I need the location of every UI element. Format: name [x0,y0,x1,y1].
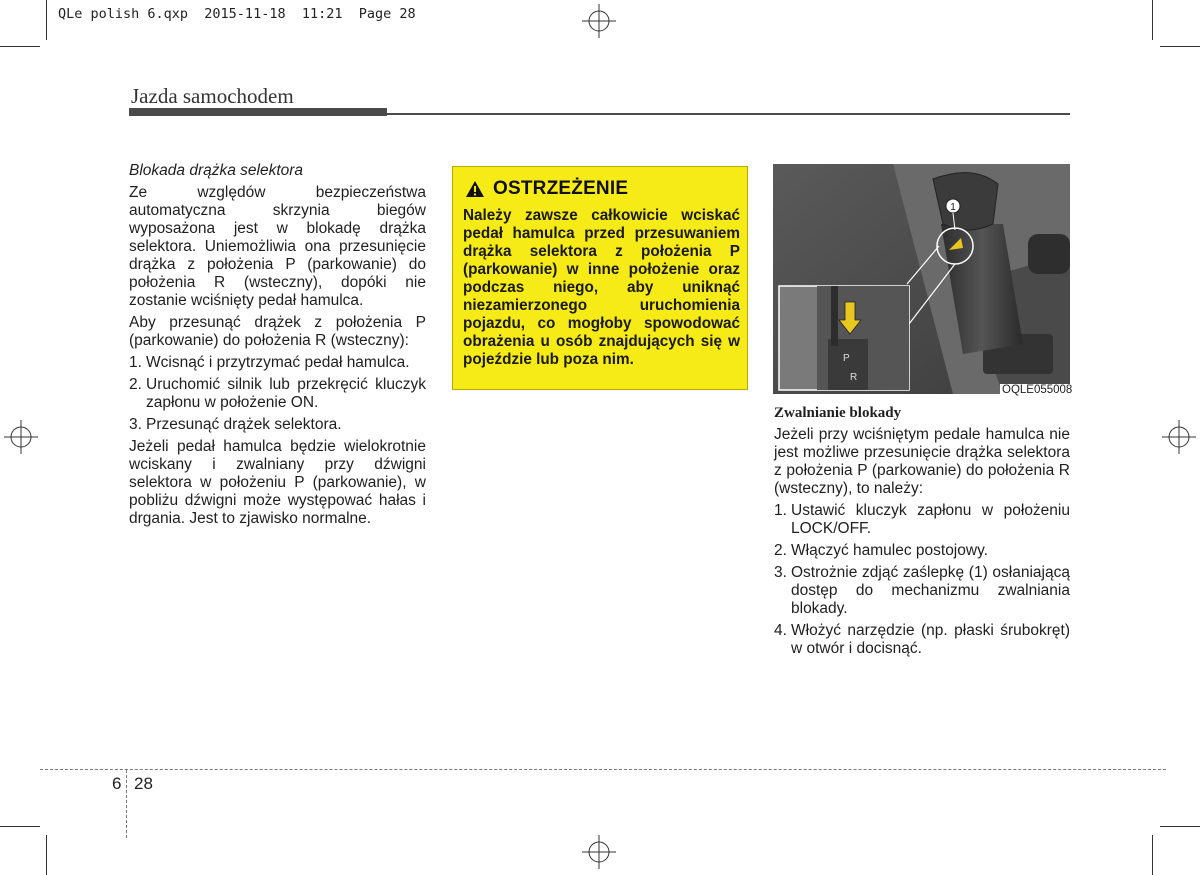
list-item-text: Wcisnąć i przytrzymać pedał hamulca. [146,354,410,371]
footer-rule [40,769,1166,770]
column-1 [129,162,426,532]
page-number [112,774,153,794]
list-item-number: 4. [774,622,787,639]
list-item-number: 3. [774,564,787,581]
list-item [774,502,1070,538]
paragraph: Jeżeli pedał hamulca będzie wielokrotnie wciskany i zwalniany przy dźwigni selektora w położeniu P (parkowanie), w pobliżu dźwigni może występować hałas i drgania. Jest to zjawisko normalne. [129,438,426,527]
paragraph: Aby przesunąć drążek z położenia P (parkowanie) do położenia R (wsteczny): [129,314,426,349]
list-item-number: 2. [129,376,142,393]
list-item-text: Ostrożnie zdjąć zaślepkę (1) osłaniającą dostęp do mechanizmu zwalniania blokady. [791,564,1070,617]
print-slug: QLe polish 6.qxp 2015-11-18 11:21 Page 28 [58,6,416,22]
column-3 [774,404,1070,662]
warning-title: OSTRZEŻENIE [493,178,629,199]
registration-mark-icon [582,835,616,869]
list-item-number: 1. [129,354,142,371]
paragraph: Ze względów bezpieczeństwa automatyczna skrzynia biegów wyposażona jest w blokadę drążka selektora. Uniemożliwia ona przesunięcie drążka z położenia P (parkowanie) do położenia R (wsteczny), dopóki nie zostanie wciśnięty pedał hamulca. [129,184,426,309]
figure-code: OQLE055008 [1002,384,1073,396]
list-item-text: Ustawić kluczyk zapłonu w położeniu LOCK/OFF. [791,502,1070,537]
list-item [774,564,1070,618]
list-item [774,622,1070,658]
gear-p-label: P [843,353,850,364]
list-item [774,542,1070,560]
section-subtitle: Blokada drążka selektora [129,162,304,179]
warning-triangle-icon [465,180,485,198]
registration-mark-icon [4,420,38,454]
section-heading: Zwalnianie blokady [774,405,902,421]
list-item [129,416,426,434]
callout-number: 1 [950,202,956,213]
list-item [129,376,426,412]
list-item-text: Uruchomić silnik lub przekręcić kluczyk zapłonu w położenie ON. [146,376,426,411]
warning-text: Należy zawsze całkowicie wciskać pedał hamulca przed przesuwaniem drążka selektora z położenia P (parkowanie) w inne położenie oraz podczas niego, aby uniknąć niezamierzonego uruchomienia pojazdu, co mogłoby spowodować obrażenia u osób znajdujących się w pojeździe lub poza nim. [463,207,740,368]
paragraph: Jeżeli przy wciśniętym pedale hamulca nie jest możliwe przesunięcie drążka selektora z położenia P (parkowanie) do położenia R (wsteczny), to należy: [774,426,1070,497]
gear-r-label: R [850,372,858,383]
gear-selector-photo [773,164,1070,394]
list-item-text: Przesunąć drążek selektora. [146,416,342,433]
warning-box [452,166,748,390]
section-number: 6 [112,774,122,793]
list-item-number: 1. [774,502,787,519]
registration-mark-icon [1162,420,1196,454]
page-number-value: 28 [134,774,153,793]
page-header-title: Jazda samochodem [131,84,294,108]
header-rule-thick [129,108,387,116]
list-item-text: Włożyć narzędzie (np. płaski śrubokręt) w otwór i docisnąć. [791,622,1070,657]
warning-header [465,178,628,200]
gear-shifter-illustration [773,164,1070,394]
list-item-number: 2. [774,542,787,559]
list-item-text: Włączyć hamulec postojowy. [791,542,988,559]
registration-mark-icon [582,4,616,38]
list-item [129,354,426,372]
list-item-number: 3. [129,416,142,433]
header-rule-thin [387,113,1070,115]
